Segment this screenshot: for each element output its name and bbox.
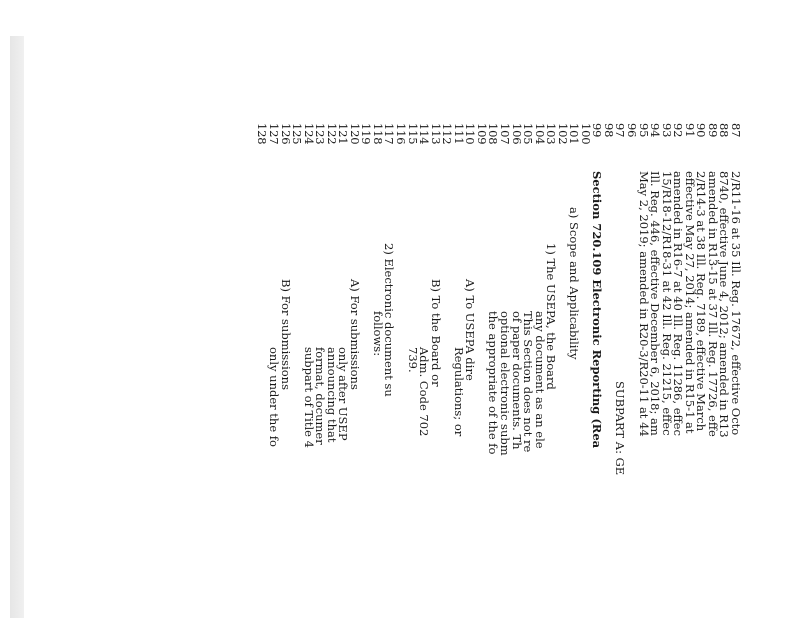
document-line — [337, 123, 349, 643]
line-number: 115 — [405, 123, 420, 145]
document-line — [730, 123, 742, 643]
document-line — [695, 123, 707, 643]
document-line — [626, 123, 638, 643]
line-text: 15/R18-12/R18-31 at 42 Ill. Reg. 21215, effec — [659, 171, 674, 436]
line-text: subpart of Title 4 — [301, 347, 316, 448]
document-line — [360, 123, 372, 643]
line-number: 88 — [717, 123, 732, 138]
document-line — [603, 123, 615, 643]
line-text: 2/R14-3 at 38 Ill. Reg. 7189, effective March — [694, 171, 709, 432]
line-number: 92 — [671, 123, 686, 138]
document-line — [672, 123, 684, 643]
line-number: 128 — [255, 123, 270, 145]
document-line — [707, 123, 719, 643]
line-number: 98 — [601, 123, 616, 138]
line-text: only after USEP — [336, 347, 351, 441]
line-number: 120 — [347, 123, 362, 145]
document-line — [280, 123, 292, 643]
line-text: effective May 27, 2014; amended in R15-1 at — [682, 171, 697, 434]
scan-edge-shadow — [10, 36, 24, 618]
document-line — [522, 123, 534, 643]
line-number: 94 — [648, 123, 663, 138]
line-text: May 2, 2019; amended in R20-3/R20-11 at 44 — [636, 171, 651, 437]
line-number: 104 — [532, 123, 547, 145]
document-line — [718, 123, 730, 643]
line-text: 8740, effective June 4, 2012; amended in R13 — [717, 171, 732, 438]
document-line — [684, 123, 696, 643]
line-text: only under the fo — [267, 347, 281, 447]
document-line — [464, 123, 476, 643]
document-line — [649, 123, 661, 643]
line-text: optional electronic subm — [498, 311, 512, 456]
line-number: 91 — [682, 123, 697, 138]
document-line — [638, 123, 650, 643]
rotated-document-page — [142, 123, 742, 623]
line-text: of paper documents. Th — [509, 311, 524, 450]
line-number: 126 — [278, 123, 293, 145]
document-line — [499, 123, 511, 643]
document-line — [545, 123, 557, 643]
line-text: follows: — [370, 311, 385, 357]
line-text: SUBPART A: GE — [613, 381, 628, 476]
line-text: 1) The USEPA, the Board — [544, 243, 559, 390]
document-line — [453, 123, 465, 643]
document-line — [441, 123, 453, 643]
line-number: 108 — [486, 123, 501, 145]
document-line — [476, 123, 488, 643]
line-number: 122 — [324, 123, 339, 145]
document-line — [568, 123, 580, 643]
line-number: 87 — [729, 123, 743, 138]
document-line — [303, 123, 315, 643]
line-number: 113 — [428, 123, 443, 145]
document-line — [395, 123, 407, 643]
line-number: 117 — [382, 123, 397, 145]
document-line — [349, 123, 361, 643]
document-line — [372, 123, 384, 643]
line-text: announcing that — [324, 347, 339, 443]
line-number: 118 — [370, 123, 385, 145]
document-line — [487, 123, 499, 643]
line-number: 93 — [659, 123, 674, 138]
line-number: 102 — [555, 123, 570, 145]
document-line — [591, 123, 603, 643]
document-line — [557, 123, 569, 643]
line-number: 114 — [417, 123, 432, 145]
line-number: 125 — [290, 123, 305, 145]
line-text: Ill. Reg. 446, effective December 6, 2018; am — [648, 171, 663, 436]
line-text: This Section does not re — [521, 311, 536, 453]
line-text: Adm. Code 702 — [417, 347, 432, 437]
document-line — [580, 123, 592, 643]
line-number: 121 — [336, 123, 351, 145]
line-number: 89 — [705, 123, 720, 138]
line-number: 105 — [521, 123, 536, 145]
line-number: 112 — [440, 123, 455, 145]
line-text: 2) Electronic document su — [382, 243, 397, 397]
line-text: amended in R16-7 at 40 Ill. Reg. 11286, effec — [671, 171, 686, 436]
document-line — [534, 123, 546, 643]
line-text: any document as an ele — [532, 311, 547, 449]
document-line — [291, 123, 303, 643]
document-line — [256, 123, 268, 643]
document-line — [511, 123, 523, 643]
document-line — [407, 123, 419, 643]
document-line — [418, 123, 430, 643]
line-number: 110 — [463, 123, 478, 145]
line-number: 109 — [474, 123, 489, 145]
line-text: 2/R11-16 at 35 Ill. Reg. 17672, effective Octo — [729, 171, 743, 436]
line-number: 127 — [267, 123, 281, 145]
line-number: 107 — [498, 123, 512, 145]
line-text: Regulations; or — [451, 347, 466, 437]
document-line — [268, 123, 280, 643]
line-number: 124 — [301, 123, 316, 145]
line-number: 106 — [509, 123, 524, 145]
line-number: 103 — [544, 123, 559, 145]
section-heading: Section 720.109 Electronic Reporting (Rea — [590, 171, 605, 449]
document-line — [615, 123, 627, 643]
document-line — [326, 123, 338, 643]
line-number: 116 — [394, 123, 409, 145]
line-number: 119 — [359, 123, 374, 145]
document-line — [430, 123, 442, 643]
line-number: 100 — [578, 123, 593, 145]
line-text: the appropriate of the fo — [486, 311, 501, 455]
line-text: a) Scope and Applicability — [567, 207, 582, 360]
line-number: 123 — [313, 123, 328, 145]
line-number: 96 — [625, 123, 640, 138]
line-text: format, documer — [313, 347, 328, 445]
line-text: amended in R13-15 at 37 Ill. Reg. 17726, effe — [705, 171, 720, 437]
line-number: 99 — [590, 123, 605, 138]
document-line — [661, 123, 673, 643]
line-number: 111 — [451, 123, 466, 145]
line-text: B) For submissions — [278, 279, 293, 390]
line-number: 97 — [613, 123, 628, 138]
line-text: 739. — [405, 347, 420, 373]
line-text: B) To the Board or — [428, 279, 443, 387]
line-text: A) For submissions — [347, 279, 362, 390]
line-number: 90 — [694, 123, 709, 138]
document-line — [384, 123, 396, 643]
document-line — [314, 123, 326, 643]
line-number: 95 — [636, 123, 651, 138]
line-text: A) To USEPA dire — [463, 279, 478, 381]
line-number: 101 — [567, 123, 582, 145]
